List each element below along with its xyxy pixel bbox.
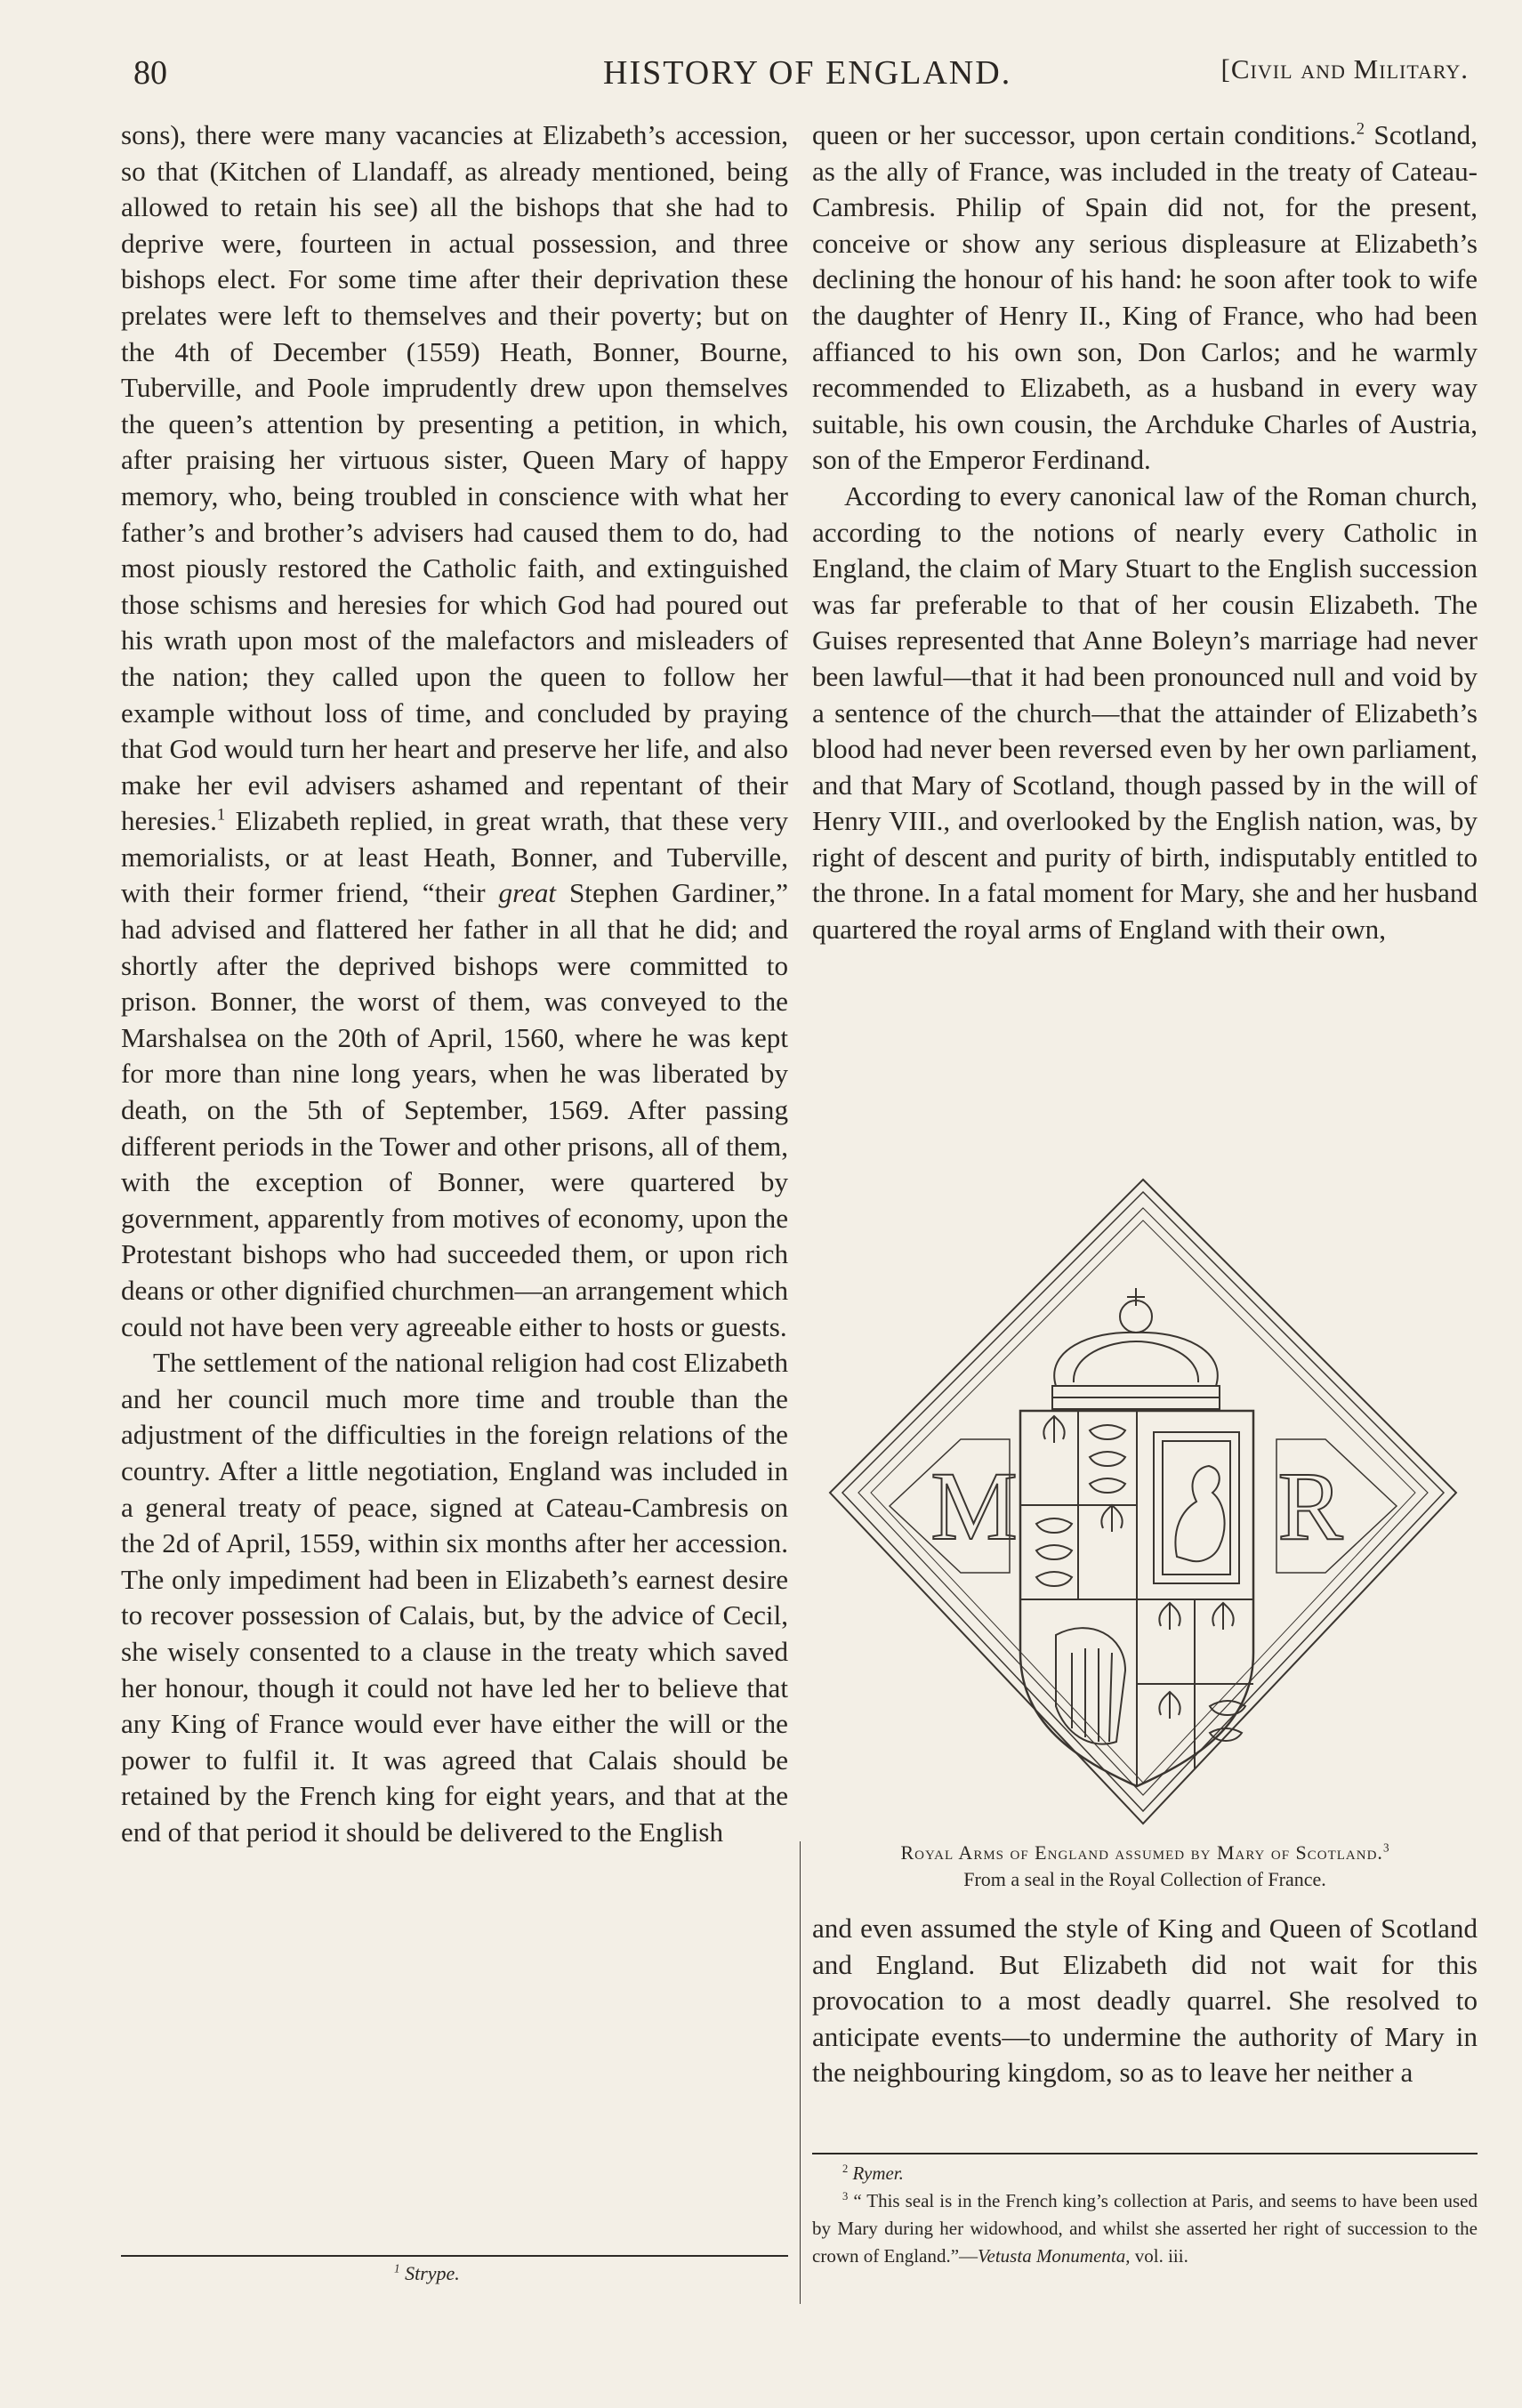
footnote: $^2$ Rymer. (842, 2162, 904, 2184)
running-header (133, 46, 1469, 100)
footnote-ref: 3 (1382, 1840, 1389, 1855)
emphasis: great (498, 877, 557, 909)
footnotes-right (812, 2160, 1478, 2270)
paragraph: The settlement of the national religion had cost Elizabeth and her council much more time and trouble than the adjustment of the difficulties in the foreign relations of the country. After a little negotiation, England was included in a general treaty of peace, signed at Cateau-Cambresis on the 2d of April, 1559, within six months after her accession. The only impediment had been in Elizabeth’s earnest desire to recover possession of Calais, but, by the advice of Cecil, she wisely consented to a clause in the treaty which saved her honour, though it could not have led her to believe that any King of France would ever have either the will or the power to fulfil it. It was agreed that Calais should be retained by the French king for eight years, and that at the end of that period it should be delivered to the English (121, 1347, 788, 1848)
paragraph: sons), there were many vacancies at Elizabeth’s accession, so that (Kitchen of Llandaff, as already mentioned, being allowed to retain his see) all the bishops that she had to deprive were, fourteen in actual possession, and three bishops elect. For some time after their deprivation these prelates were left to themselves and their poverty; but on the 4th of December (1559) Heath, Bonner, Bourne, Tuberville, and Poole imprudently drew upon themselves the queen’s attention by presenting a petition, in which, after praising her virtuous sister, Queen Mary of happy memory, who, being troubled in conscience with what her father’s and brother’s advisers had caused them to do, had most piously restored the Catholic faith, and extinguished those schisms and heresies for which God had poured out his wrath upon most of the malefactors and misleaders of the nation; they called upon the queen to follow her example without loss of time, and concluded by praying that God would turn her heart and preserve her life, and also make her evil advisers ashamed and repentant of their heresies.$^1$ Elizabeth replied, in great wrath, that these very memorialists, or at least Heath, Bonner, and Tuberville, with their former friend, “their great Stephen Gardiner,” had advised and flattered her father in all that he did; and shortly after the deprived bishops were committed to prison. Bonner, the worst of them, was conveyed to the Marshalsea on the 20th of April, 1560, where he was kept for more than nine long years, when he was liberated by death, on the 5th of September, 1569. After passing different periods in the Tower and other prisons, all of them, with the exception of Bonner, were quartered by government, apparently from motives of economy, upon the Protestant bishops who had succeeded them, or upon rich deans or other dignified churchmen—an arrangement which could not have been very agreeable either to hosts or guests. (121, 119, 788, 1342)
footnote-ref: 2 (1356, 119, 1365, 139)
column-divider (800, 1841, 801, 2304)
paragraph: According to every canonical law of the Roman church, according to the notions of nearly every Catholic in England, the claim of Mary Stuart to the English succession was far preferable to that of her cousin Elizabeth. The Guises represented that Anne Boleyn’s marriage had never been lawful—that it had been pronounced null and void by a sentence of the church—that the attainder of Elizabeth’s blood had never been reversed even by her own parliament, and that Mary of Scotland, though passed by in the will of Henry VIII., and overlooked by the English nation, was, by right of descent and purity of birth, indisputably entitled to the throne. In a fatal moment for Mary, she and her husband quartered the royal arms of England with their own, (812, 479, 1478, 946)
footnote-rule (812, 2153, 1478, 2154)
caption-title: Royal Arms of England assumed by Mary of Scotland. (900, 1841, 1383, 1864)
paragraph: queen or her successor, upon certain conditions.$^2$ Scotland, as the ally of France, was included in the treaty of Cateau-Cambresis. Philip of Spain did not, for the present, conceive or show any serious displeasure at Elizabeth’s declining the honour of his hand: he soon after took to wife the daughter of Henry II., King of France, who had been affianced to his own son, Don Carlos; and he warmly recommended to Elizabeth, as a husband in every way suitable, his own cousin, the Archduke Charles of Austria, son of the Emperor Ferdinand. (812, 119, 1478, 476)
letter-m: M (930, 1452, 1018, 1560)
caption-subtitle: From a seal in the Royal Collection of France. (963, 1868, 1326, 1890)
right-column (812, 117, 1478, 948)
footnote-left: $^1$ Strype. (394, 2261, 460, 2284)
figure-caption (812, 1840, 1478, 1893)
section-label: [Civil and Military. (1220, 53, 1469, 85)
footnote-ref: 1 (216, 805, 226, 825)
footnote-rule (121, 2255, 788, 2257)
royal-arms-illustration (823, 1172, 1463, 1831)
letter-r: R (1277, 1452, 1343, 1560)
left-column (121, 117, 788, 1851)
right-column-continued (812, 1911, 1478, 2091)
running-title: HISTORY OF ENGLAND. (603, 54, 1012, 92)
footnote: $^3$ “ This seal is in the French king’s collection at Paris, and seems to have been used by Mary during her widowhood, and whilst she asserted her right of succession to the crown of England.”—Vetusta Monumenta, vol. iii. (812, 2190, 1478, 2267)
page-number: 80 (133, 54, 167, 92)
paragraph: and even assumed the style of King and Queen of Scotland and England. But Elizabeth did not wait for this provocation to a most deadly quarrel. She resolved to anticipate events—to undermine the authority of Mary in the neighbouring kingdom, so as to leave her neither a (812, 1913, 1478, 2089)
